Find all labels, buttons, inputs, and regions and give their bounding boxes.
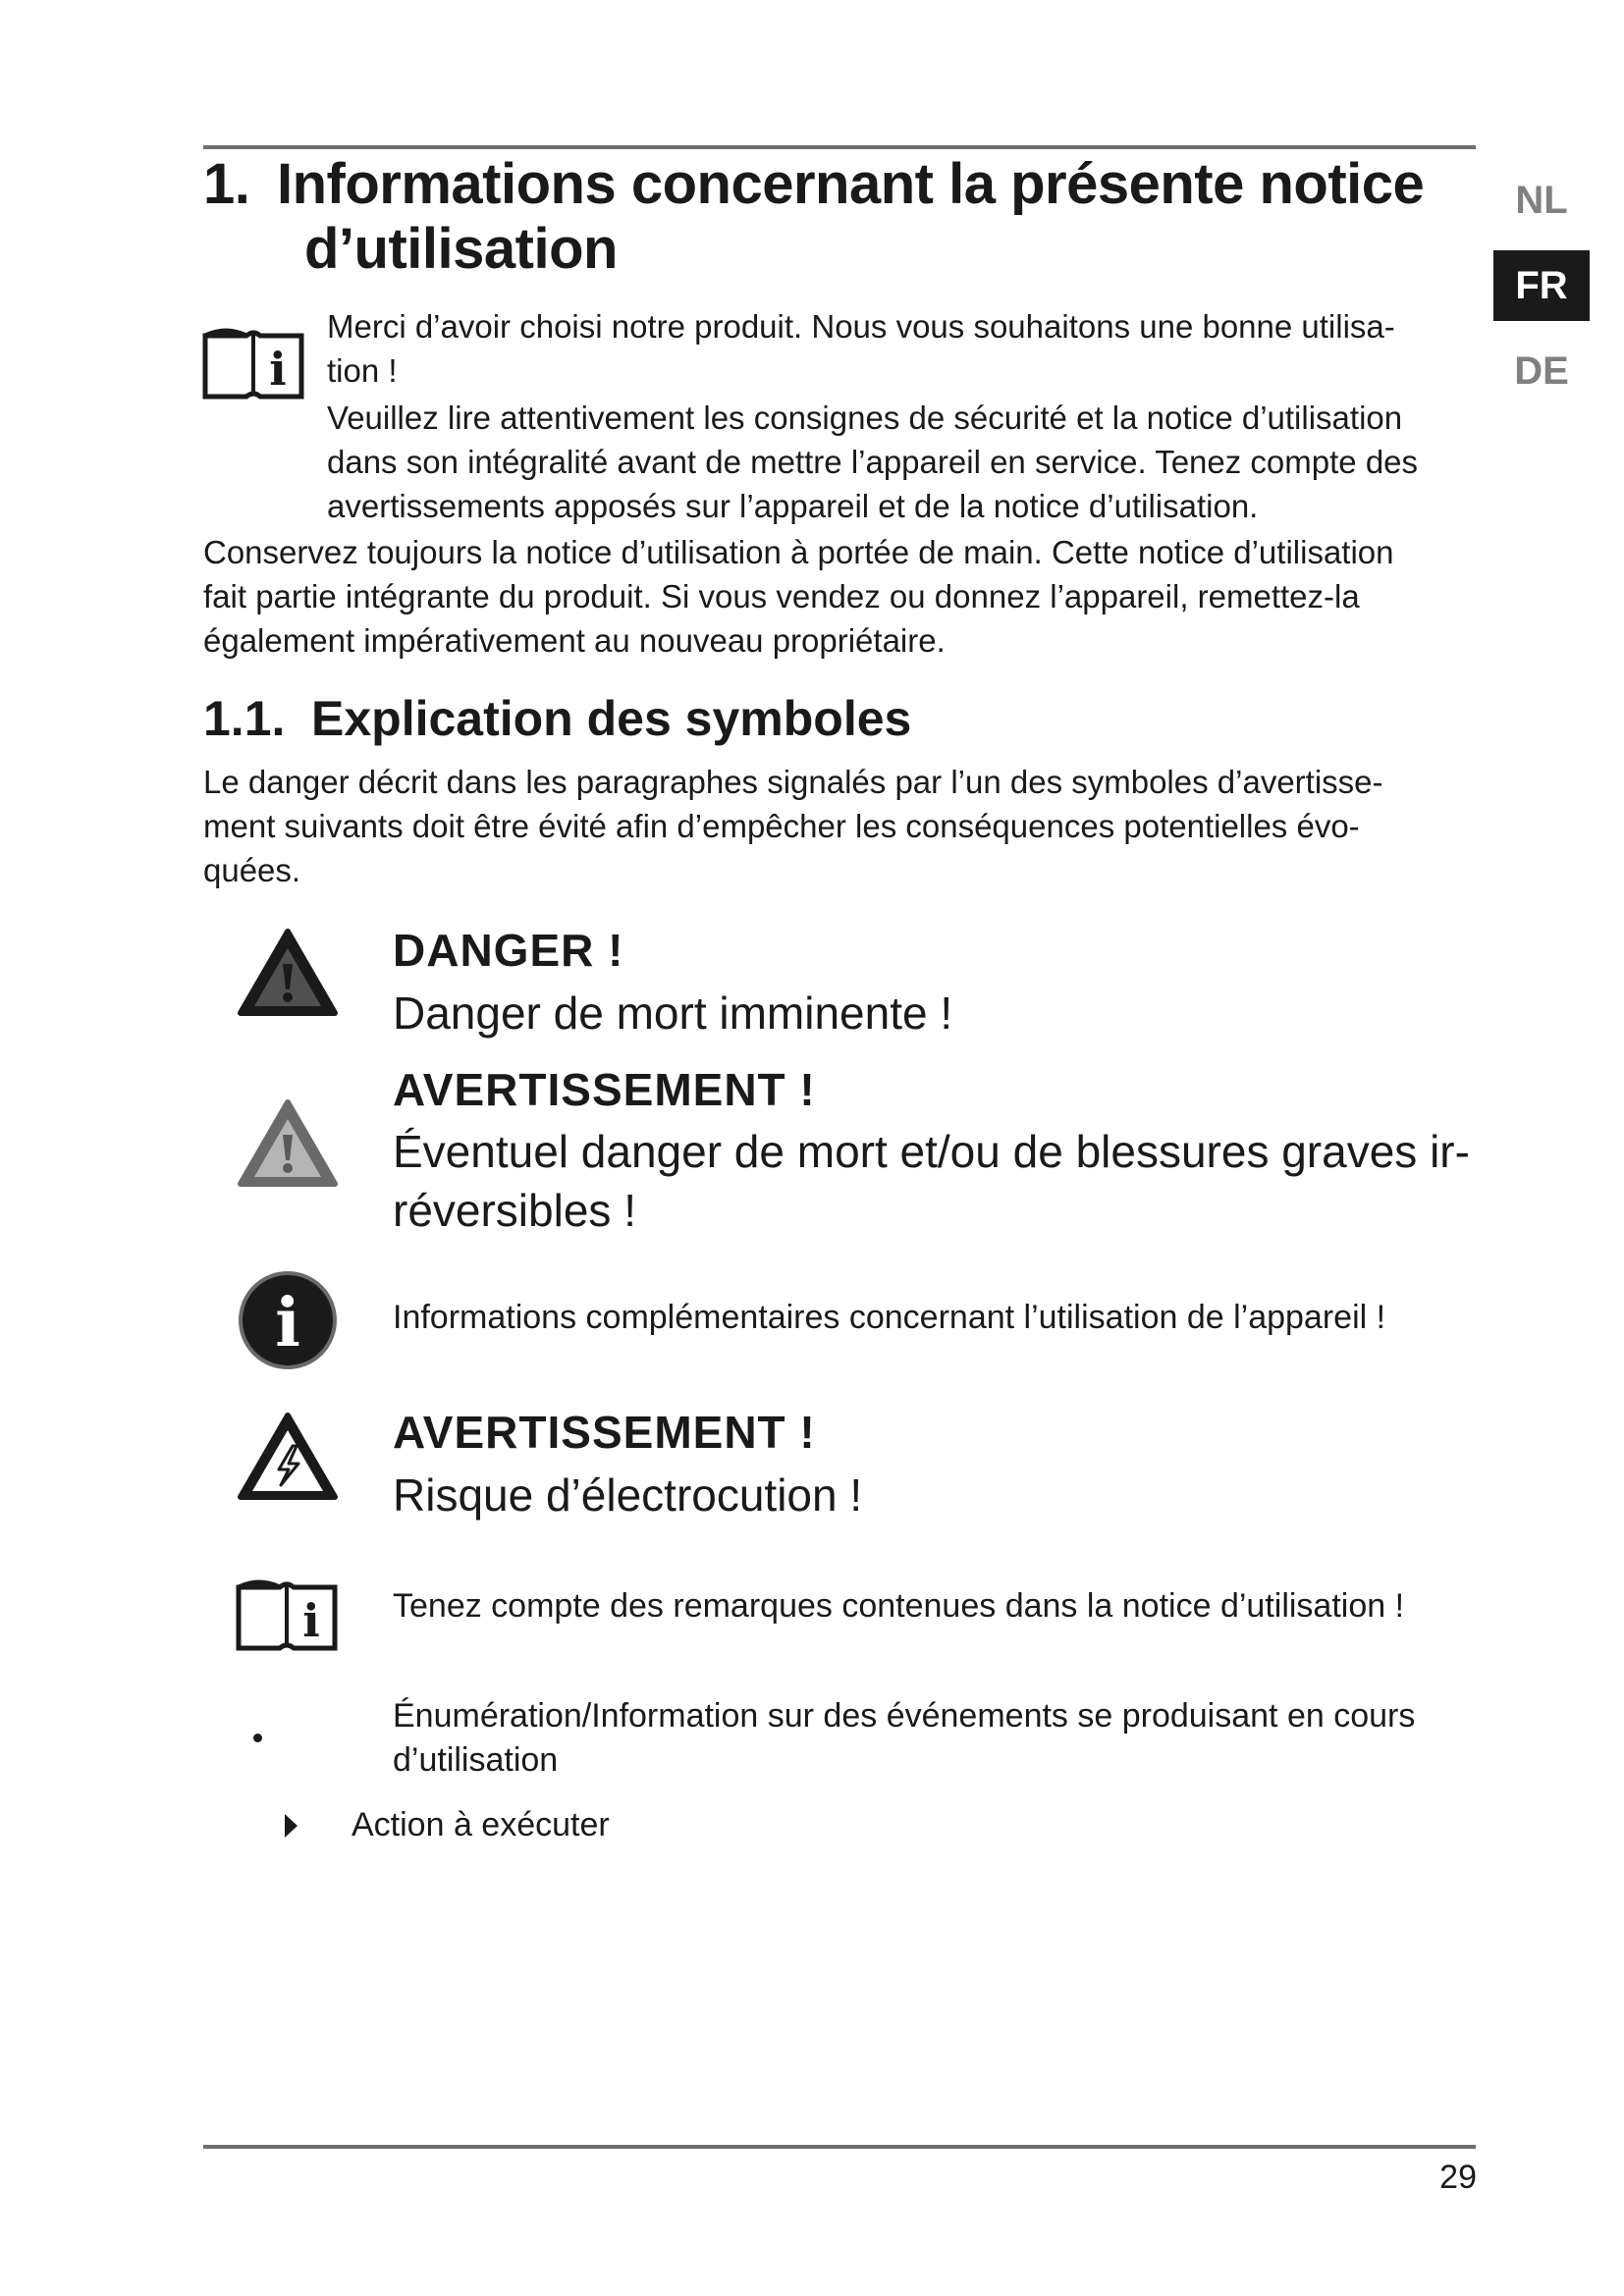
svg-text:i: i — [269, 343, 287, 396]
chapter-number: 1. — [203, 152, 250, 216]
keep-notice-line: fait partie intégrante du produit. Si vous vendez ou donnez l’appareil, remettez-la — [203, 578, 1360, 614]
bullet-text-line: d’utilisation — [393, 1741, 559, 1779]
symbols-intro-line: ment suivants doit être évité afin d’empêcher les conséquences potentielles évo- — [203, 808, 1360, 844]
manual-info-icon — [201, 322, 305, 400]
keep-notice-line: Conservez toujours la notice d’utilisation à portée de main. Cette notice d’utilisation — [203, 534, 1394, 570]
intro-paragraph — [327, 304, 1486, 528]
intro-line: avertissements apposés sur l’appareil et de la notice d’utilisation. — [327, 488, 1259, 524]
electric-shock-icon — [236, 1411, 340, 1503]
symbols-intro-paragraph — [203, 760, 1480, 892]
manual-text: Tenez compte des remarques contenues dans la notice d’utilisation ! — [393, 1587, 1405, 1625]
page-number: 29 — [1439, 2159, 1477, 2196]
electric-text: Risque d’électrocution ! — [393, 1469, 863, 1521]
warning-text-line: réversibles ! — [393, 1185, 636, 1236]
info-circle-icon — [237, 1269, 339, 1371]
chapter-title-line1: Informations concernant la présente notice — [277, 152, 1425, 216]
section-title — [203, 689, 911, 748]
action-text: Action à exécuter — [352, 1806, 610, 1843]
info-text: Informations complémentaires concernant l’utilisation de l’appareil ! — [393, 1299, 1386, 1336]
chapter-title — [203, 152, 1424, 282]
symbols-intro-line: quées. — [203, 852, 301, 888]
symbols-intro-line: Le danger décrit dans les paragraphes signalés par l’un des symboles d’avertisse- — [203, 764, 1383, 800]
electric-label: AVERTISSEMENT ! — [393, 1407, 816, 1458]
section-title-text: Explication des symboles — [311, 691, 912, 746]
manual-info-icon — [235, 1574, 339, 1652]
svg-text:i: i — [302, 1594, 320, 1647]
danger-text: Danger de mort imminente ! — [393, 988, 953, 1039]
danger-warning-icon — [236, 927, 340, 1019]
bullet-text — [393, 1694, 1483, 1783]
bullet-dot-icon — [253, 1734, 262, 1742]
warning-label: AVERTISSEMENT ! — [393, 1064, 816, 1115]
action-arrow-icon — [285, 1814, 298, 1838]
warning-icon — [236, 1097, 340, 1190]
top-rule — [203, 145, 1476, 149]
warning-text — [393, 1122, 1483, 1240]
danger-label: DANGER ! — [393, 925, 624, 976]
intro-line: tion ! — [327, 352, 398, 389]
bullet-text-line: Énumération/Information sur des événements se produisant en cours — [393, 1697, 1416, 1735]
keep-notice-paragraph — [203, 530, 1489, 663]
intro-line: Veuillez lire attentivement les consignes de sécurité et la notice d’utilisation — [327, 400, 1403, 436]
language-tab-fr[interactable]: FR — [1493, 250, 1590, 321]
keep-notice-line: également impérativement au nouveau propriétaire. — [203, 622, 946, 659]
intro-line: Merci d’avoir choisi notre produit. Nous vous souhaitons une bonne utilisa- — [327, 308, 1395, 345]
chapter-title-line2: d’utilisation — [304, 217, 618, 281]
section-number: 1.1. — [203, 691, 286, 746]
language-tab-de[interactable]: DE — [1514, 349, 1569, 393]
language-tab-nl[interactable]: NL — [1515, 179, 1568, 222]
bottom-rule — [203, 2145, 1476, 2149]
svg-text:i: i — [275, 1284, 300, 1362]
warning-text-line: Éventuel danger de mort et/ou de blessures graves ir- — [393, 1126, 1470, 1177]
intro-line: dans son intégralité avant de mettre l’appareil en service. Tenez compte des — [327, 444, 1419, 480]
